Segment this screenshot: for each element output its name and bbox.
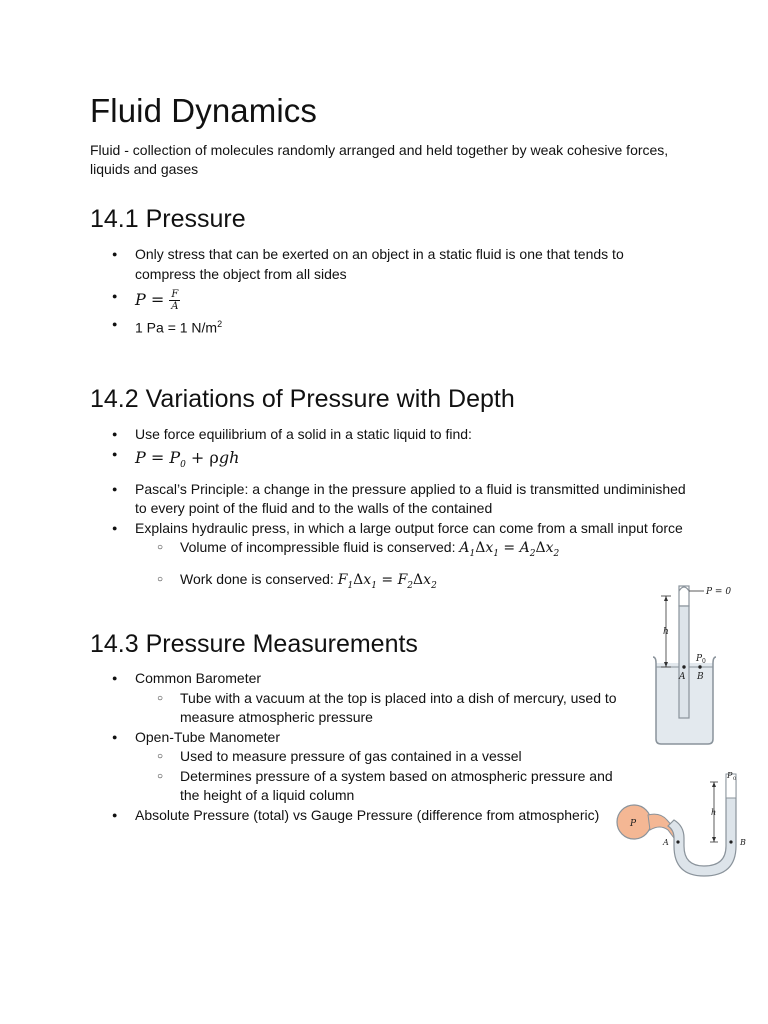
list-item: [90, 669, 620, 689]
list-item: [90, 538, 690, 564]
list-item: [90, 480, 690, 519]
label-b: B: [740, 838, 746, 847]
section-heading-measurements: 14.3 Pressure Measurements: [90, 630, 418, 658]
list-item: [90, 728, 620, 748]
list-item-text: Absolute Pressure (total) vs Gauge Pressure (difference from atmospheric): [135, 806, 600, 823]
point-a: [682, 665, 685, 668]
section-heading-pressure: 14.1 Pressure: [90, 205, 246, 233]
label-a: A: [679, 672, 686, 682]
list-item: [90, 425, 690, 445]
label-b: B: [697, 672, 704, 682]
label-p0-subscript: 0: [733, 776, 737, 782]
section-heading-depth: 14.2 Variations of Pressure with Depth: [90, 385, 515, 413]
label-gas-p: P: [630, 819, 637, 829]
list-item-text: 1 Pa = 1 N/m: [135, 319, 218, 336]
formula-work: $F_1\Delta x_1 = F_2\Delta x_2$: [337, 572, 437, 592]
pressure-list: [90, 245, 650, 338]
point-b: [698, 665, 701, 668]
formula-volume: $A_1\Delta x_1 = A_2\Delta x_2$: [459, 540, 560, 559]
label-p0: P: [696, 654, 703, 664]
list-item-text: Use force equilibrium of a solid in a static liquid to find:: [135, 426, 472, 442]
point-a: [676, 840, 679, 843]
formula-p-equals-f-over-a: P = $\frac{F}{A}$: [135, 289, 179, 312]
barometer-tube-mercury: [679, 606, 689, 718]
pressure-formula: [90, 287, 650, 313]
list-item: [90, 245, 650, 284]
list-item: [90, 767, 620, 806]
list-item-text: Volume of incompressible fluid is conserved:: [180, 539, 460, 556]
height-arrow-up: [712, 782, 716, 787]
intro-paragraph: Fluid - collection of molecules randomly arranged and held together by weak cohesive forces, liquids and gases: [90, 142, 669, 177]
list-item-text: Tube with a vacuum at the top is placed into a dish of mercury, used to measure atmospheric pressure: [180, 689, 617, 725]
list-item: [90, 806, 620, 826]
list-item-text: Explains hydraulic press, in which a large output force can come from a small input force: [135, 519, 683, 536]
depth-list: [90, 425, 690, 597]
label-p0-subscript: 0: [702, 658, 706, 665]
page-title: Fluid Dynamics: [90, 92, 317, 129]
label-h: h: [663, 627, 669, 637]
list-item: [90, 570, 690, 596]
list-item-text: Open-Tube Manometer: [135, 728, 280, 745]
point-b: [729, 840, 732, 843]
measurements-list: [90, 669, 620, 825]
depth-formula: [90, 445, 690, 478]
height-arrow-up: [664, 596, 668, 601]
list-item: [90, 519, 690, 539]
label-p-equals-zero: P = 0: [706, 587, 732, 597]
list-item-text: Work done is conserved:: [180, 571, 338, 588]
list-item-text: Common Barometer: [135, 670, 262, 686]
list-item: [90, 689, 620, 728]
list-item-text: Used to measure pressure of gas contained in a vessel: [180, 748, 522, 764]
list-item-text: Determines pressure of a system based on atmospheric pressure and the height of a liquid column: [180, 767, 613, 803]
exponent: 2: [217, 319, 223, 329]
height-arrow-down: [712, 837, 716, 842]
list-item-text: Only stress that can be exerted on an object in a static fluid is one that tends to compress the object from all sides: [135, 246, 624, 282]
formula-p-equals-p0-rho-gh: $P = P_0 + \rho gh$: [135, 447, 240, 470]
manometer-figure: [612, 768, 752, 883]
label-a: A: [663, 838, 669, 847]
label-h: h: [711, 808, 717, 817]
list-item-text: Pascal’s Principle: a change in the pressure applied to a fluid is transmitted undiminished to every point of the fluid and to the walls of the contained: [135, 480, 686, 517]
list-item: [90, 315, 650, 338]
label-p0: P: [727, 771, 733, 780]
barometer-figure: [648, 583, 758, 748]
list-item: [90, 747, 620, 767]
